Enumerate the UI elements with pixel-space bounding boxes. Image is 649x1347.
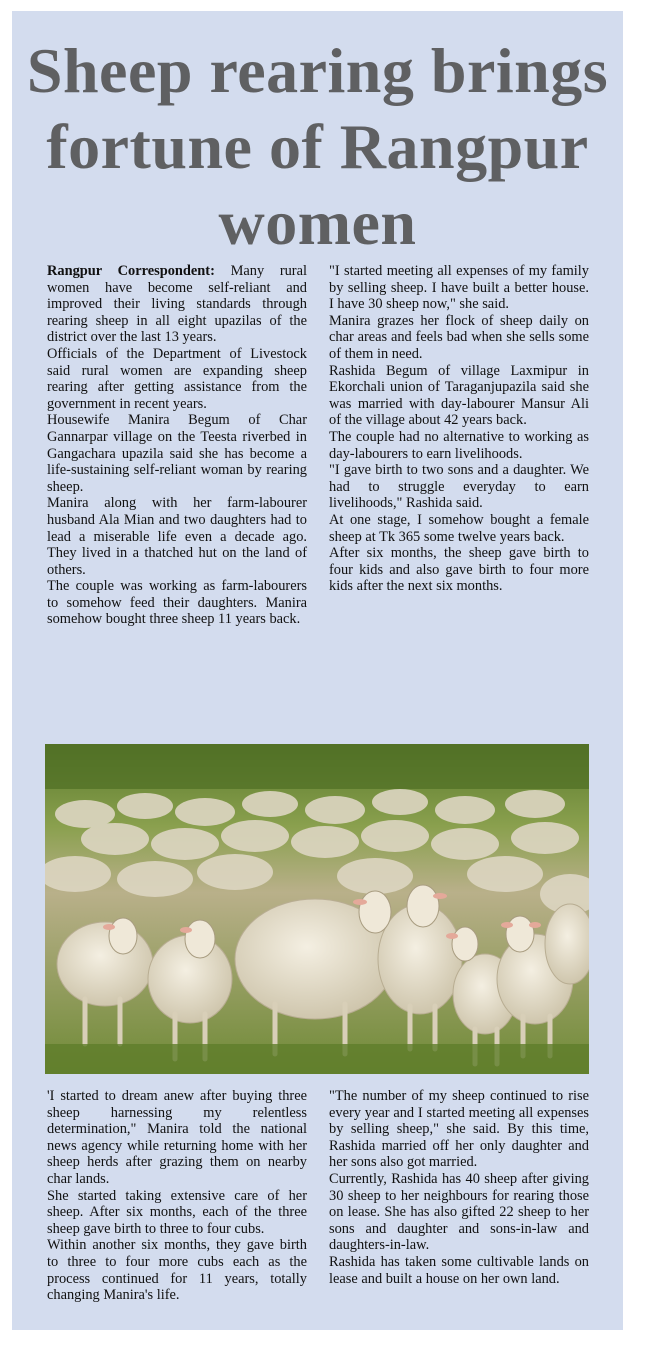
article-column-1 [47,263,307,628]
headline: Sheep rearing brings fortune of Rangpur women [26,35,609,258]
paragraph: The couple was working as farm-labourers to somehow feed their daughters. Manira somehow bought three sheep 11 years back. [47,578,307,628]
paragraph: Currently, Rashida has 40 sheep after giving 30 sheep to her neighbours for rearing those on lease. She has also gifted 22 sheep to her sons and daughter and sons-in-law and daughters-in-law. [329,1170,589,1254]
article-column-4 [329,1088,589,1287]
paragraph: Rashida Begum of village Laxmipur in Ekorchali union of Taraganjupazila said she was married with day-labourer Mansur Ali of the village about 42 years back. [329,362,589,429]
paragraph: Manira grazes her flock of sheep daily on char areas and feels bad when she sells some of them in need. [329,312,589,362]
paragraph: 'I started to dream anew after buying three sheep harnessing my relentless determination," Manira told the national news agency while returning home with her sheep herds after grazing them on nearby char lands. [47,1088,307,1187]
article-column-2 [329,263,589,595]
article-column-3 [47,1088,307,1304]
paragraph: "The number of my sheep continued to rise every year and I started meeting all expenses by selling sheep," she said. By this time, Rashida married off her only daughter and her sons also got married. [329,1088,589,1171]
paragraph: At one stage, I somehow bought a female sheep at Tk 365 some twelve years back. [329,511,589,545]
paragraph: Rangpur Correspondent: Many rural women have become self-reliant and improved their living standards through rearing sheep in all eight upazilas of the district over the last 13 years. [47,263,307,346]
byline: Rangpur Correspondent: [47,263,215,279]
paragraph: The couple had no alternative to working as day-labourers to earn livelihoods. [329,428,589,462]
paragraph: She started taking extensive care of her sheep. After six months, each of the three sheep gave birth to three to four cubs. [47,1187,307,1237]
paragraph: Manira along with her farm-labourer husband Ala Mian and two daughters had to lead a miserable life even a decade ago. They lived in a thatched hut on the land of others. [47,495,307,578]
sheep-flock-photo [45,744,589,1074]
news-clipping [12,11,623,1330]
paragraph: "I started meeting all expenses of my family by selling sheep. I have built a better house. I have 30 sheep now," she said. [329,263,589,313]
paragraph: After six months, the sheep gave birth to four kids and also gave birth to four more kids after the next six months. [329,545,589,595]
paragraph: Within another six months, they gave birth to three to four more cubs each as the process continued for 11 years, totally changing Manira's life. [47,1237,307,1304]
sheep-illustration [45,744,589,1074]
paragraph: Rashida has taken some cultivable lands on lease and built a house on her own land. [329,1253,589,1287]
paragraph: Housewife Manira Begum of Char Gannarpar village on the Teesta riverbed in Gangachara upazila said she has become a life-sustaining self-reliant woman by rearing sheep. [47,412,307,495]
paragraph: Officials of the Department of Livestock said rural women are expanding sheep rearing after getting assistance from the government in recent years. [47,345,307,412]
paragraph: "I gave birth to two sons and a daughter. We had to struggle everyday to earn livelihoods," Rashida said. [329,462,589,512]
